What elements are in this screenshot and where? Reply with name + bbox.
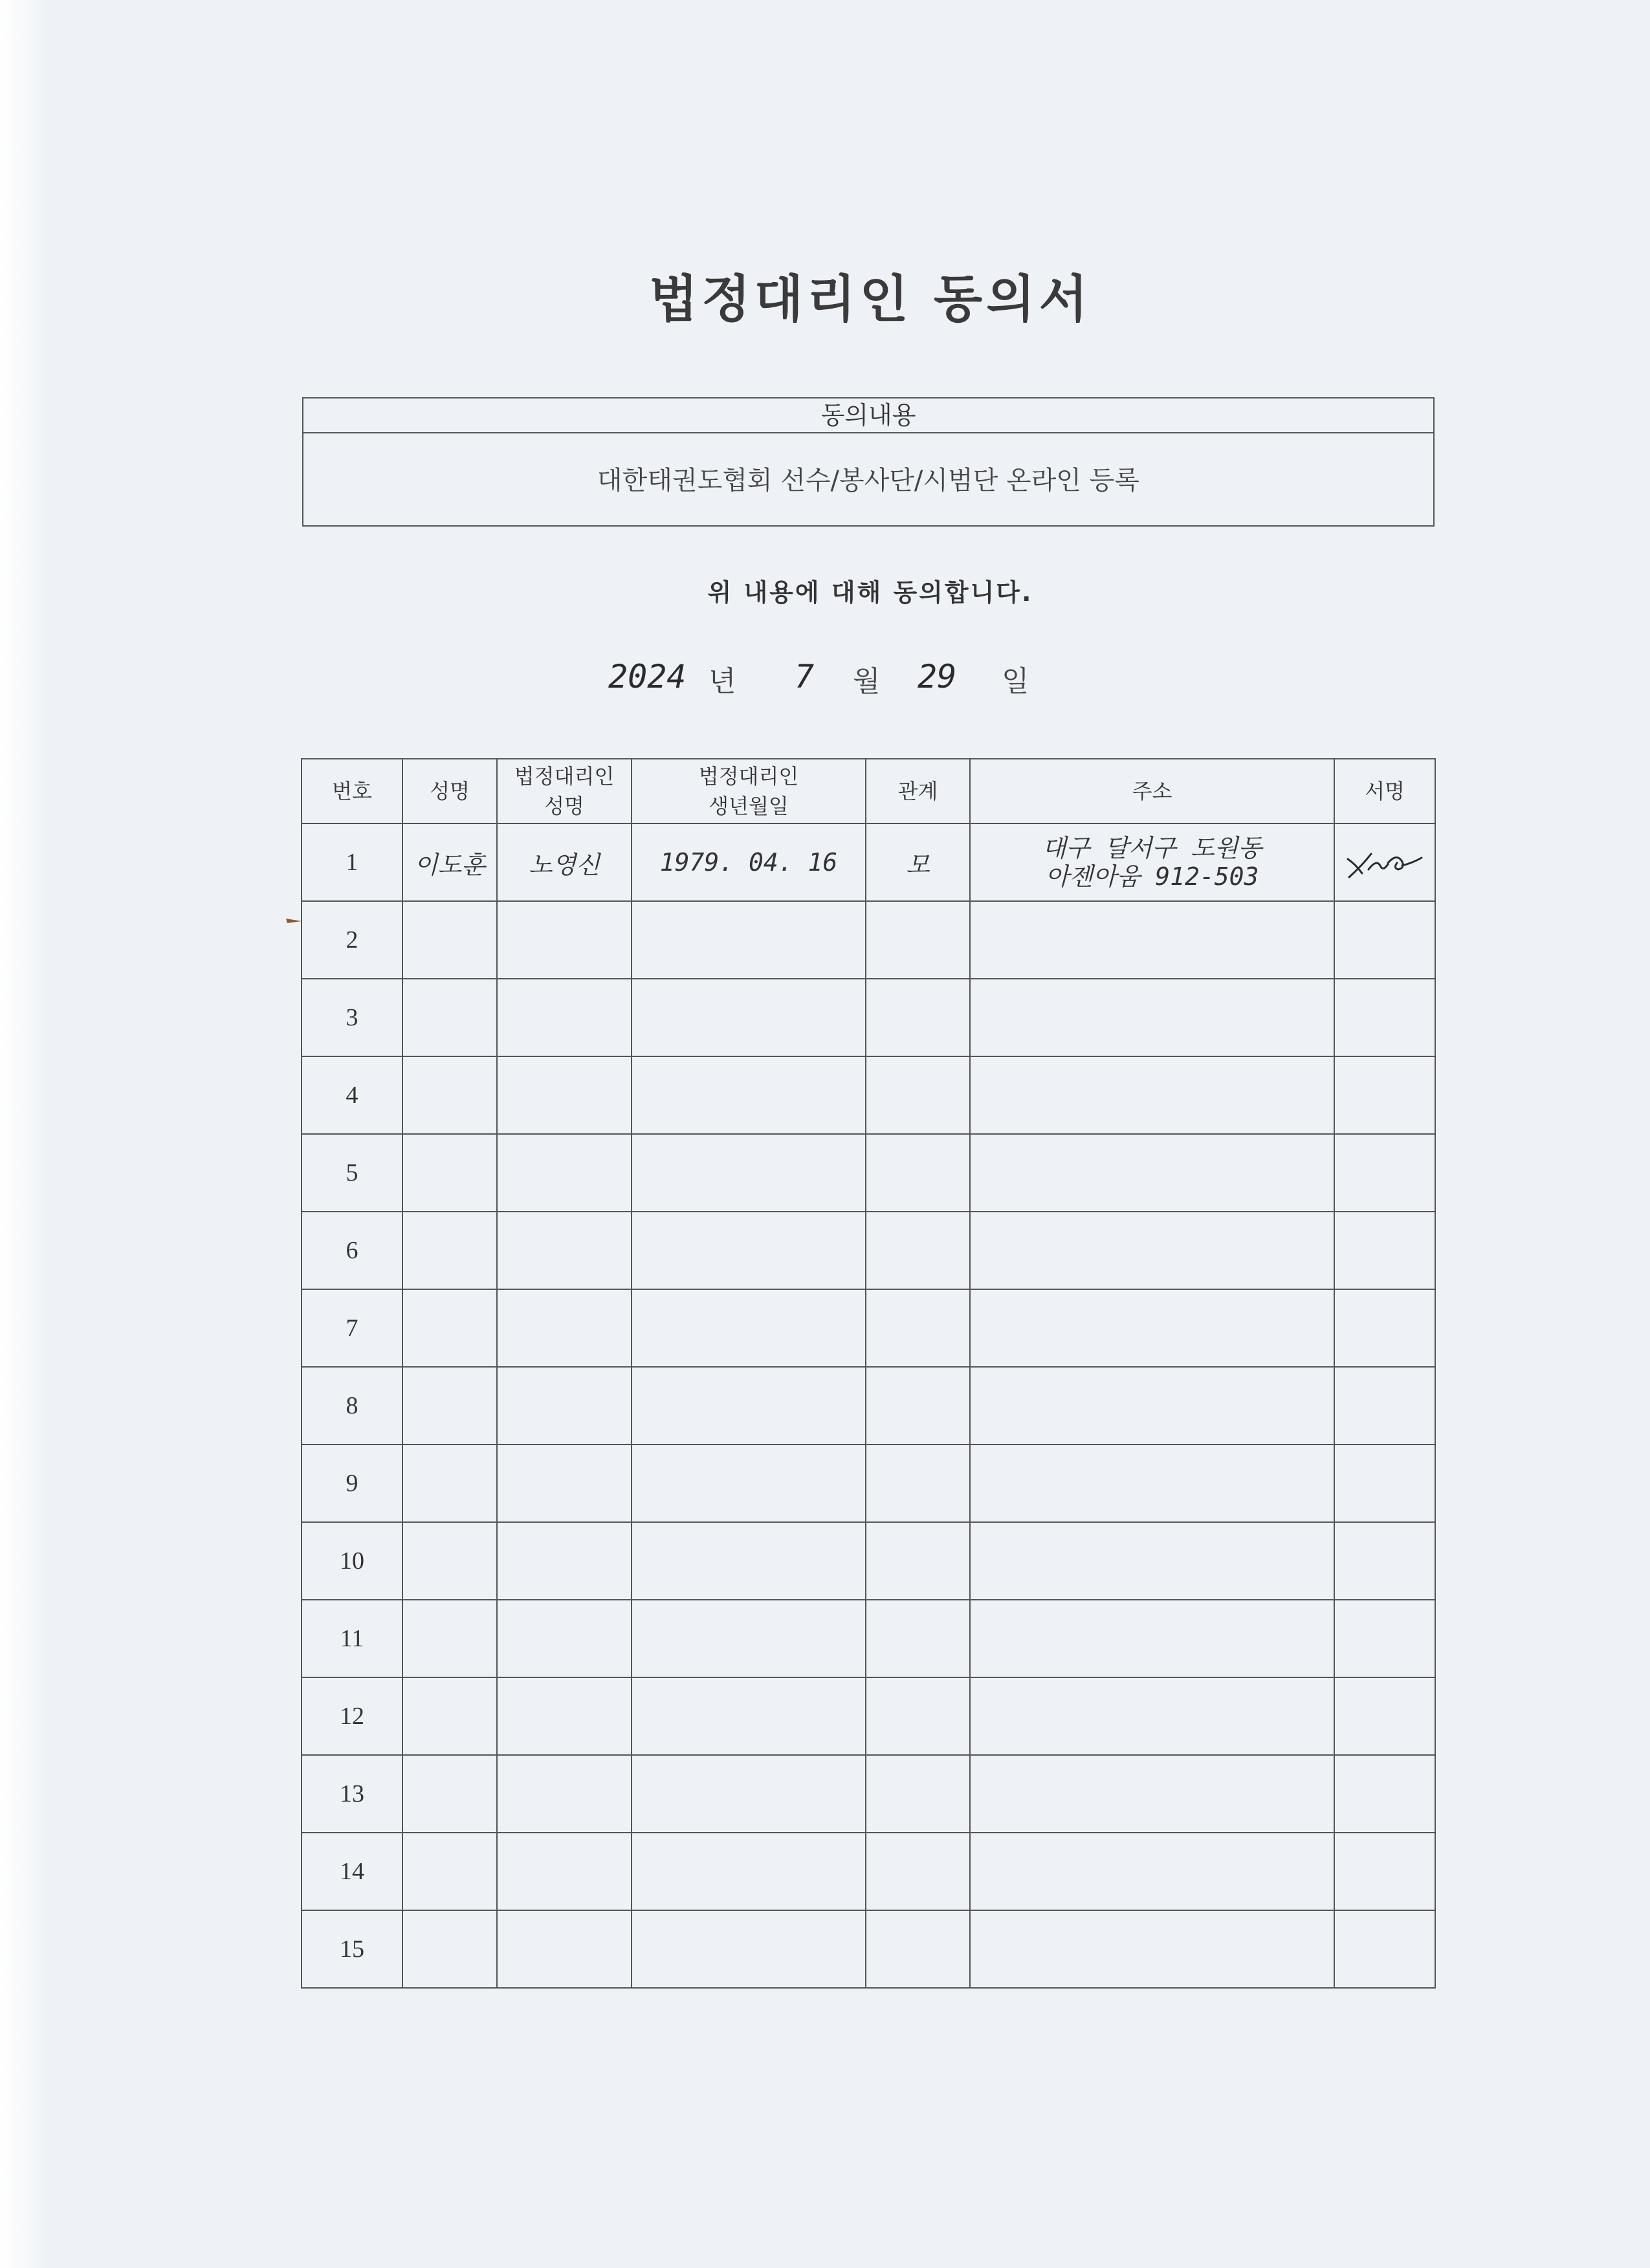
date-year-label: 년 xyxy=(709,665,736,698)
table-row xyxy=(302,1056,1435,1134)
row-number: 15 xyxy=(302,1910,402,1988)
participant-name: 이도훈 xyxy=(402,823,497,901)
row-number: 14 xyxy=(302,1833,402,1910)
agreement-statement: 위 내용에 대해 동의합니다. xyxy=(707,578,1033,607)
row-number: 13 xyxy=(302,1755,402,1833)
registration-table xyxy=(301,758,1436,1989)
page-title: 법정대리인 동의서 xyxy=(649,270,1092,329)
table-row xyxy=(302,1134,1435,1212)
table-row xyxy=(302,823,1435,901)
consent-content: 대한태권도협회 선수/봉사단/시범단 온라인 등록 xyxy=(597,466,1139,496)
table-header-row xyxy=(302,759,1435,823)
header-relation: 관계 xyxy=(866,759,970,823)
row-number: 7 xyxy=(302,1289,402,1367)
table-row xyxy=(302,1755,1435,1833)
consent-box xyxy=(302,397,1435,527)
row-number: 6 xyxy=(302,1212,402,1289)
row-number: 10 xyxy=(302,1522,402,1600)
table-row xyxy=(302,1212,1435,1289)
consent-header: 동의내용 xyxy=(303,398,1433,433)
row-number: 5 xyxy=(302,1134,402,1212)
row-number: 8 xyxy=(302,1367,402,1445)
table-row xyxy=(302,901,1435,979)
header-guardian-birth xyxy=(632,759,866,823)
date-day-value: 29 xyxy=(918,658,957,695)
row-number: 3 xyxy=(302,979,402,1056)
header-guardian-name-line2: 성명 xyxy=(544,794,584,818)
table-row xyxy=(302,1833,1435,1910)
guardian-birth-date: 1979. 04. 16 xyxy=(632,823,866,901)
table-row xyxy=(302,1910,1435,1988)
table-row xyxy=(302,1600,1435,1677)
header-guardian-name xyxy=(497,759,632,823)
row-number: 12 xyxy=(302,1677,402,1755)
table-row xyxy=(302,1522,1435,1600)
table-row xyxy=(302,1289,1435,1367)
table-row xyxy=(302,979,1435,1056)
header-address: 주소 xyxy=(970,759,1334,823)
row-number: 11 xyxy=(302,1600,402,1677)
address xyxy=(970,823,1334,901)
row-number: 2 xyxy=(302,901,402,979)
guardian-name: 노영신 xyxy=(497,823,632,901)
header-number: 번호 xyxy=(302,759,402,823)
date-year-value: 2024 xyxy=(608,658,687,695)
table-row xyxy=(302,1367,1435,1445)
table-row xyxy=(302,1445,1435,1522)
relation: 모 xyxy=(866,823,970,901)
signature-cell xyxy=(1334,823,1435,901)
date-month-value: 7 xyxy=(795,658,815,695)
header-guardian-name-line1: 법정대리인 xyxy=(514,764,615,789)
address-line-1: 대구 달서구 도원동 xyxy=(1042,834,1262,862)
date-month-label: 월 xyxy=(853,665,881,698)
row-number: 1 xyxy=(302,823,402,901)
header-name: 성명 xyxy=(402,759,497,823)
header-guardian-birth-line2: 생년월일 xyxy=(709,794,789,818)
margin-mark xyxy=(285,917,303,924)
table-row xyxy=(302,1677,1435,1755)
row-number: 4 xyxy=(302,1056,402,1134)
date-day-label: 일 xyxy=(1002,665,1029,698)
date-line xyxy=(608,650,1126,702)
header-guardian-birth-line1: 법정대리인 xyxy=(698,764,799,789)
address-line-2: 아젠아움 912-503 xyxy=(1045,862,1259,891)
row-number: 9 xyxy=(302,1445,402,1522)
header-signature: 서명 xyxy=(1334,759,1435,823)
scan-edge xyxy=(0,0,45,2268)
handwritten-signature xyxy=(1343,840,1427,885)
